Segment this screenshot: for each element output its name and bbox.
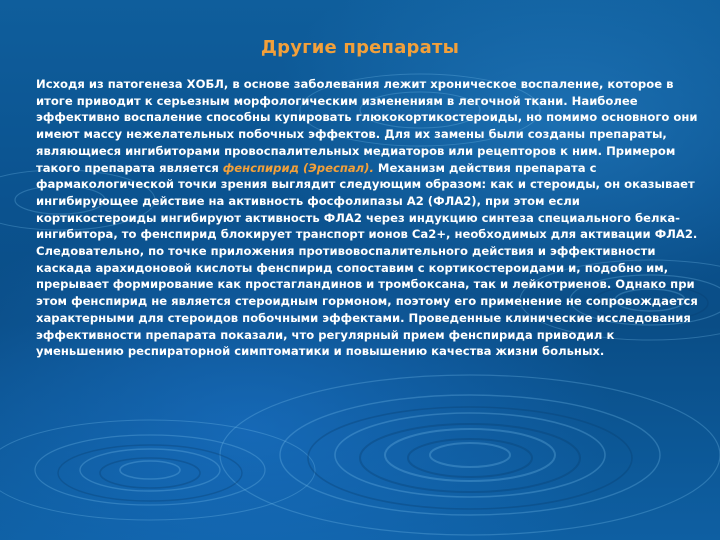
body-text-part-2: Механизм действия препарата с фармакологической точки зрения выглядит следующим образом: как и стероиды, он оказывает ингибирующее действие на активность фосфолипазы А2 (ФЛА2), при этом если кортикостероиды ингибируют активность ФЛА2 через индукцию синтеза специального белка-ингибитора, то фенспирид блокирует транспорт ионов Са2+, необходимых для активации ФЛА2. Следовательно, по точке приложения противовоспалительного действия и эффективности каскада арахидоновой кислоты фенспирид сопоставим с кортикостероидами и, подобно им, прерывает формирование как простагландинов и тромбоксана, так и лейкотриенов. Однако при этом фенспирид не является стероидным гормоном, поэтому его применение не сопровождается характерными для стероидов побочными эффектами. Проведенные клинические исследования эффективности препарата показали, что регулярный прием фенспирида приводил к уменьшению респираторной симптоматики и повышению качества жизни больных. xyxy=(36,160,698,359)
body-paragraph xyxy=(36,76,702,360)
body-text-part-1: Исходя из патогенеза ХОБЛ, в основе заболевания лежит хроническое воспаление, которое в итоге приводит к серьезным морфологическим изменениям в легочной ткани. Наиболее эффективно воспаление способны купировать глюкокортикостероиды, но помимо основного они имеют массу нежелательных побочных эффектов. Для их замены были созданы препараты, являющиеся ингибиторами провоспалительных медиаторов или рецепторов к ним. Примером такого препарата является xyxy=(36,77,698,175)
slide-title: Другие препараты xyxy=(260,37,460,58)
drug-name-highlight: фенспирид (Эреспал). xyxy=(222,160,374,175)
